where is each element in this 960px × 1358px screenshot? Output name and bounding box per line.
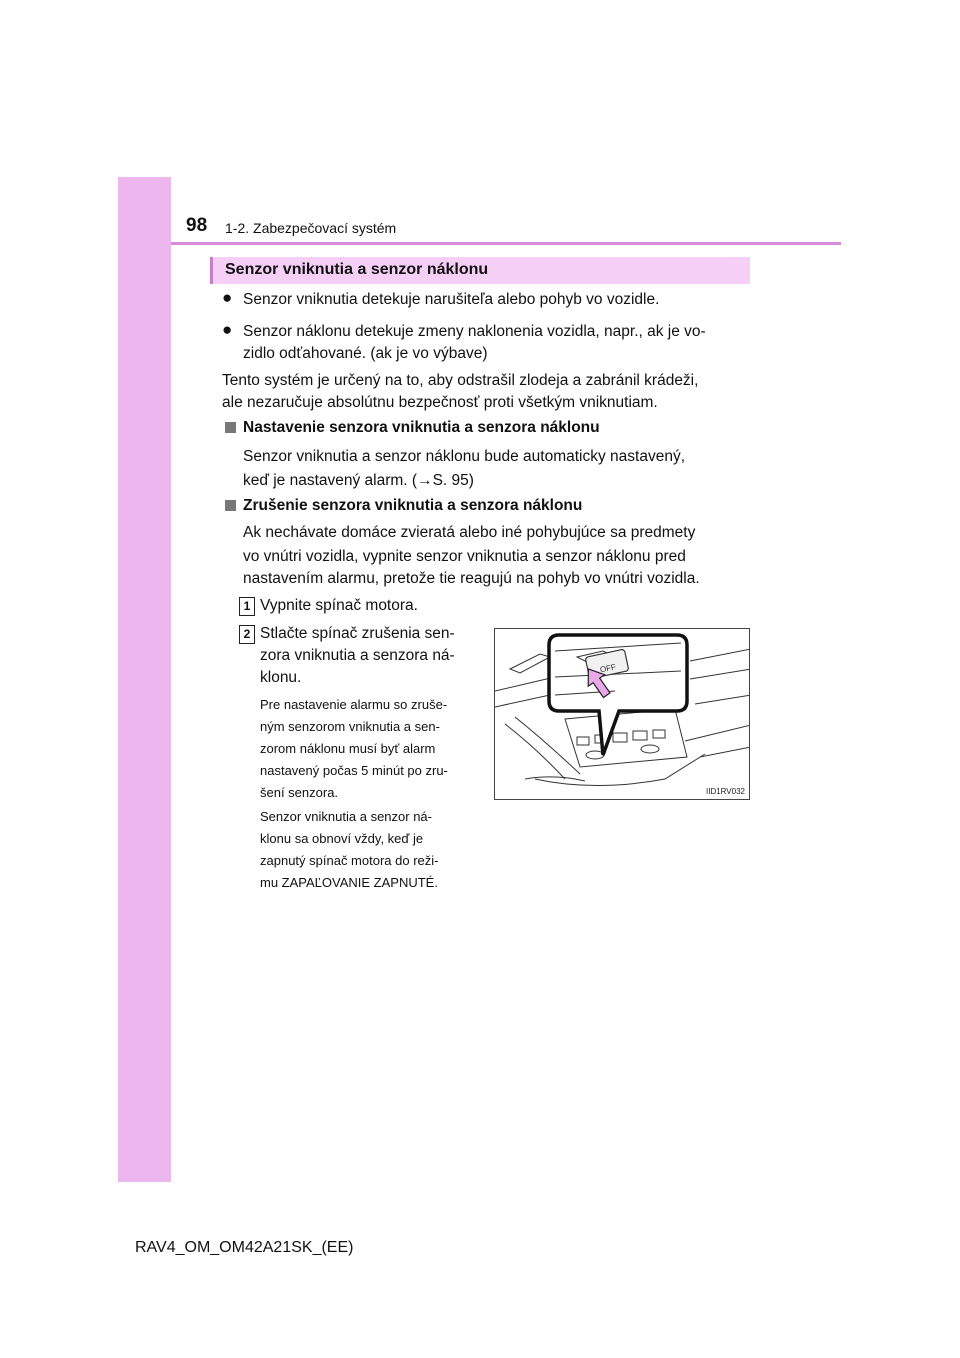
square-bullet-icon xyxy=(225,422,236,433)
step-text: klonu. xyxy=(260,669,302,686)
square-bullet-icon xyxy=(225,500,236,511)
chapter-title: 1-2. Zabezpečovací systém xyxy=(225,220,397,236)
body-text: vo vnútri vozidla, vypnite senzor vniknutia a senzor náklonu pred xyxy=(243,548,686,565)
subheading: Zrušenie senzora vniknutia a senzora náklonu xyxy=(243,497,583,514)
step-text: Stlačte spínač zrušenia sen- xyxy=(260,625,455,642)
note-text: zorom náklonu musí byť alarm xyxy=(260,741,436,756)
note-text: ným senzorom vniknutia a sen- xyxy=(260,719,440,734)
page-number: 98 xyxy=(186,215,208,236)
figure-code: IID1RV032 xyxy=(706,787,745,796)
bullet-icon: ● xyxy=(222,288,233,307)
note-text: Senzor vniknutia a senzor ná- xyxy=(260,809,432,824)
bullet-text: zidlo odťahované. (ak je vo výbave) xyxy=(243,345,488,362)
section-title: Senzor vniknutia a senzor náklonu xyxy=(225,261,489,278)
body-text: keď je nastavený alarm. (→S. 95) xyxy=(243,472,474,489)
step-number: 1 xyxy=(239,597,255,616)
step-number: 2 xyxy=(239,625,255,644)
side-tab xyxy=(118,177,171,1182)
bullet-text: Senzor vniknutia detekuje narušiteľa alebo pohyb vo vozidle. xyxy=(243,291,660,308)
step-text: Vypnite spínač motora. xyxy=(260,597,418,614)
bullet-icon: ● xyxy=(222,320,233,339)
note-text: Pre nastavenie alarmu so zruše- xyxy=(260,697,448,712)
note-text: zapnutý spínač motora do reži- xyxy=(260,853,439,868)
overhead-console-figure xyxy=(494,628,750,800)
intro-text: ale nezaručuje absolútnu bezpečnosť proti všetkým vniknutiam. xyxy=(222,394,658,411)
note-text: šení senzora. xyxy=(260,785,339,800)
document-code: RAV4_OM_OM42A21SK_(EE) xyxy=(135,1239,354,1256)
body-text: Senzor vniknutia a senzor náklonu bude automaticky nastavený, xyxy=(243,448,686,465)
intro-text: Tento systém je určený na to, aby odstrašil zlodeja a zabránil krádeži, xyxy=(222,372,699,389)
header-divider xyxy=(171,242,841,245)
overhead-console-illustration xyxy=(495,629,750,800)
body-text: Ak nechávate domáce zvieratá alebo iné pohybujúce sa predmety xyxy=(243,524,696,541)
note-text: klonu sa obnoví vždy, keď je xyxy=(260,831,424,846)
subheading: Nastavenie senzora vniknutia a senzora náklonu xyxy=(243,419,600,436)
note-text: mu ZAPAĽOVANIE ZAPNUTÉ. xyxy=(260,875,438,890)
body-text: nastavením alarmu, pretože tie reagujú na pohyb vo vnútri vozidla. xyxy=(243,570,700,587)
section-heading-box xyxy=(210,257,750,284)
button-off-label: OFF xyxy=(599,662,617,675)
step-text: zora vniknutia a senzora ná- xyxy=(260,647,455,664)
note-text: nastavený počas 5 minút po zru- xyxy=(260,763,448,778)
bullet-text: Senzor náklonu detekuje zmeny naklonenia vozidla, napr., ak je vo- xyxy=(243,323,706,340)
